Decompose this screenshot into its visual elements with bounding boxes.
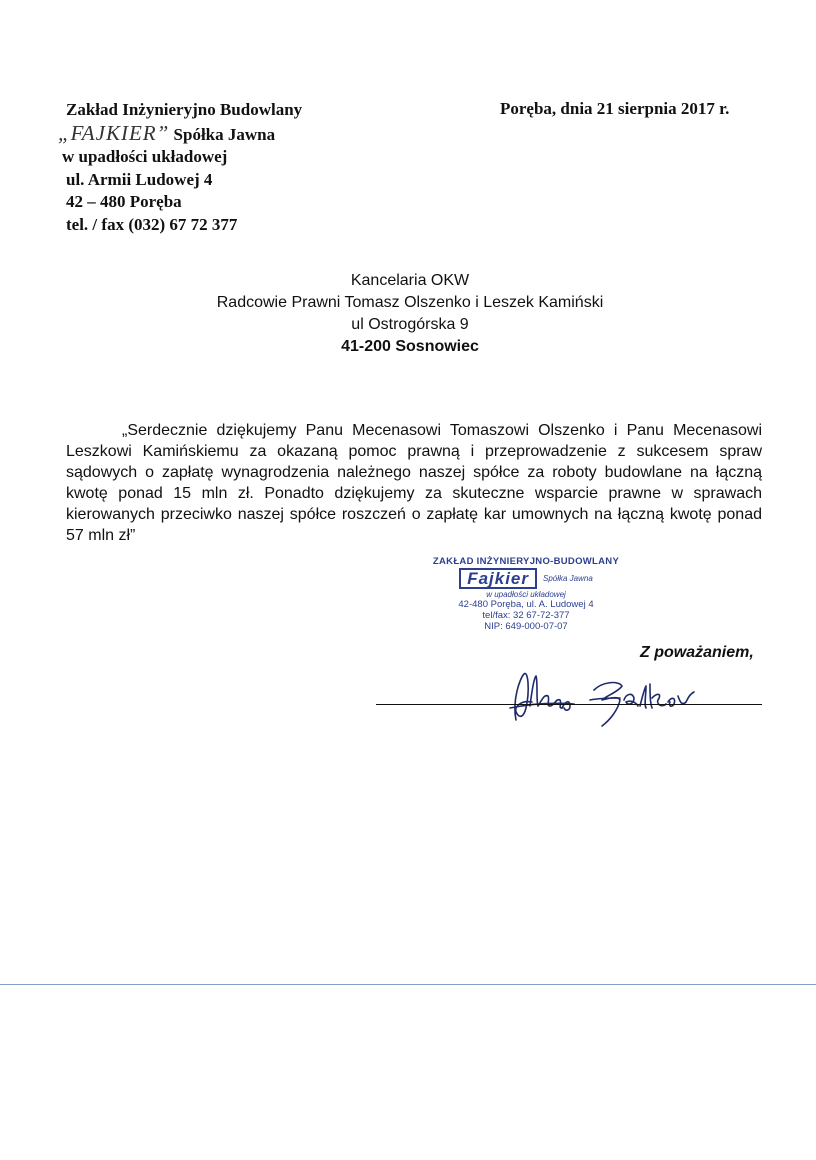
company-form: Spółka Jawna [173,124,276,144]
sender-block [58,99,303,236]
body-paragraph: „Serdecznie dziękujemy Panu Mecenasowi Tomaszowi Olszenko i Panu Mecenasowi Leszkowi Kamińskiemu za okazaną pomoc prawną i przeprowadzenie z sukcesem spraw sądowych o zapłatę wynagrodzenia należnego naszej spółce za roboty budowlane na łączną kwotę ponad 15 mln zł. Ponadto dziękujemy za skuteczne wsparcie prawne w sprawach kierowanych przeciwko naszej spółce roszczeń o zapłatę kar umownych na łączną kwotę ponad 57 mln zł” [66,422,762,544]
sender-line-3: w upadłości układowej [62,147,228,166]
stamp-line-4: 42-480 Poręba, ul. A. Ludowej 4 [458,599,594,610]
sender-company-line [58,122,302,147]
sender-postal: 42 – 480 Poręba [66,192,182,211]
stamp-brand-suffix: Spółka Jawna [543,574,593,583]
recipient-line-4: 41-200 Sosnowiec [341,338,479,355]
letter-body [66,420,762,546]
stamp-brand-row [426,568,626,589]
sender-line-1: Zakład Inżynieryjno Budowlany [66,100,303,119]
recipient-line-1: Kancelaria OKW [350,272,470,289]
company-stamp [426,556,626,632]
handwritten-signature-icon [490,660,710,730]
stamp-line-5: tel/fax: 32 67-72-377 [482,610,570,621]
company-name: „FAJKIER” [58,120,170,145]
recipient-line-2: Radcowie Prawni Tomasz Olszenko i Leszek Kamiński [216,294,604,311]
date-line: Poręba, dnia 21 sierpnia 2017 r. [500,99,730,118]
sender-phone: tel. / fax (032) 67 72 377 [66,214,238,234]
recipient-line-3: ul Ostrogórska 9 [351,316,469,333]
stamp-line-1: ZAKŁAD INŻYNIERYJNO-BUDOWLANY [432,556,620,567]
stamp-brand: Fajkier [459,568,537,589]
sender-address: ul. Armii Ludowej 4 [66,169,213,189]
footer-divider [0,984,816,985]
stamp-line-3: w upadłości układowej [486,590,566,599]
recipient-block [160,270,660,358]
stamp-line-6: NIP: 649-000-07-07 [484,621,568,632]
closing-phrase: Z poważaniem, [640,644,754,661]
signature-line [376,704,762,705]
